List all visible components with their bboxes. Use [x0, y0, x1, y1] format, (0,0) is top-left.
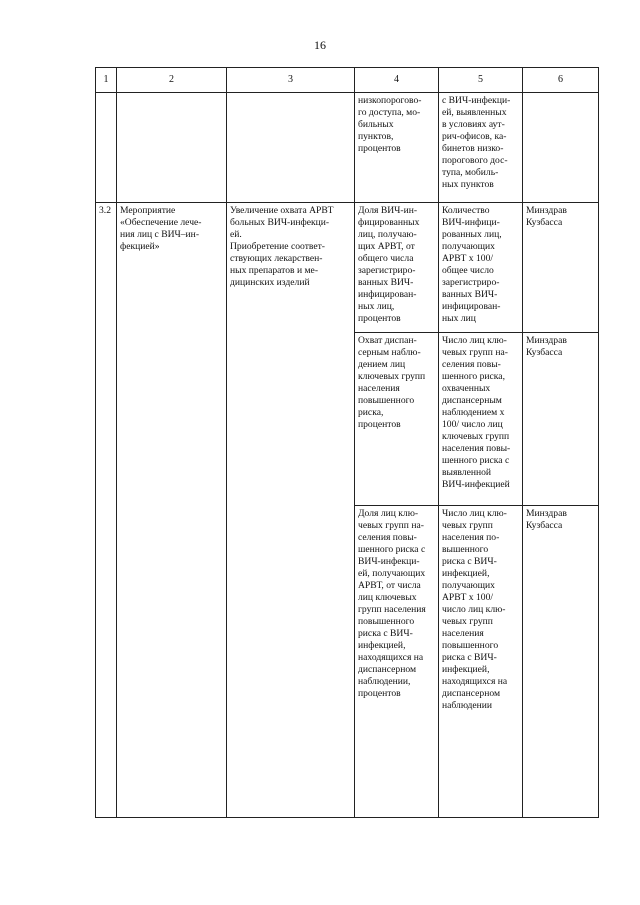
indicator-source: Минздрав Кузбасса — [523, 333, 599, 506]
item-number: 3.2 — [96, 203, 117, 818]
indicator-source: Минздрав Кузбасса — [523, 506, 599, 818]
item-result: Увеличение охвата АРВТ больных ВИЧ-инфекци- ей. Приобретение соответ- ствующих лекарствен- ных препаратов и ме- дицинских изделий — [227, 203, 355, 818]
header-row — [96, 68, 599, 93]
continuation-row — [96, 93, 599, 203]
continuation-indicator-name: низкопорогово- го доступа, мо- бильных пунктов, процентов — [355, 93, 439, 203]
header-cell-5: 5 — [439, 68, 523, 93]
header-cell-2: 2 — [117, 68, 227, 93]
header-cell-1: 1 — [96, 68, 117, 93]
header-cell-3: 3 — [227, 68, 355, 93]
header-cell-4: 4 — [355, 68, 439, 93]
indicator-name: Доля лиц клю- чевых групп на- селения повы- шенного риска с ВИЧ-инфекци- ей, получающих АРВТ, от числа лиц ключевых групп населения повышенного риска с ВИЧ- инфекцией, находящихся на диспансерном наблюдении, процентов — [355, 506, 439, 818]
indicators-table — [95, 67, 599, 818]
continuation-cell-3 — [227, 93, 355, 203]
indicator-formula: Число лиц клю- чевых групп населения по- вышенного риска с ВИЧ- инфекцией, получающих АРВТ х 100/ число лиц клю- чевых групп населения повышенного риска с ВИЧ- инфекцией, находящихся на диспансерном наблюдении — [439, 506, 523, 818]
header-cell-6: 6 — [523, 68, 599, 93]
indicator-formula: Число лиц клю- чевых групп на- селения повы- шенного риска, охваченных диспансерным наблюдением х 100/ число лиц ключевых групп населения повы- шенного риска с выявленной ВИЧ-инфекцией — [439, 333, 523, 506]
indicator-name: Охват диспан- серным наблю- дением лиц ключевых групп населения повышенного риска, процентов — [355, 333, 439, 506]
indicator-source: Минздрав Кузбасса — [523, 203, 599, 333]
indicator-formula: Количество ВИЧ-инфици- рованных лиц, получающих АРВТ х 100/ общее число зарегистриро- ванных ВИЧ- инфицирован- ных лиц — [439, 203, 523, 333]
continuation-cell-1 — [96, 93, 117, 203]
page-number: 16 — [314, 38, 326, 52]
item-event: Мероприятие «Обеспечение лече- ния лиц с ВИЧ–ин- фекцией» — [117, 203, 227, 818]
continuation-indicator-formula: с ВИЧ-инфекци- ей, выявленных в условиях аут- рич-офисов, ка- бинетов низко- порогового дос- тупа, мобиль- ных пунктов — [439, 93, 523, 203]
continuation-cell-6 — [523, 93, 599, 203]
indicator-name: Доля ВИЧ-ин- фицированных лиц, получаю- щих АРВТ, от общего числа зарегистриро- ванных ВИЧ- инфицирован- ных лиц, процентов — [355, 203, 439, 333]
continuation-cell-2 — [117, 93, 227, 203]
table-row — [96, 203, 599, 333]
